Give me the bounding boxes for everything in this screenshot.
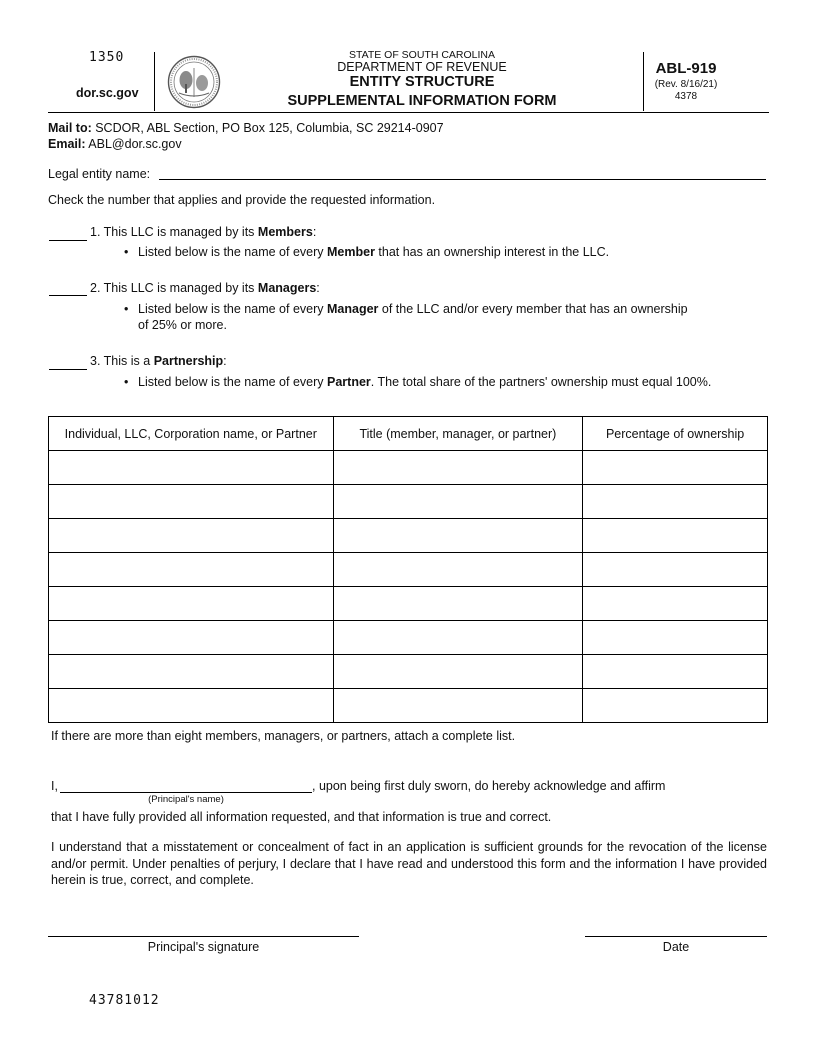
- percentage-cell[interactable]: [583, 689, 768, 723]
- name-cell[interactable]: [49, 451, 334, 485]
- principal-name-caption: (Principal's name): [148, 794, 224, 805]
- ownership-table: [48, 416, 768, 723]
- table-row: [49, 621, 768, 655]
- title-cell[interactable]: [333, 587, 583, 621]
- table-row: [49, 587, 768, 621]
- perjury-paragraph: I understand that a misstatement or concealment of fact in an application is sufficient grounds for the revocation of the license and/or permit. Under penalties of perjury, I declare that I have read and understood this form and the information I have provided herein is true, correct, and complete.: [51, 840, 767, 887]
- percentage-cell[interactable]: [583, 519, 768, 553]
- percentage-cell[interactable]: [583, 451, 768, 485]
- mail-to: [48, 121, 444, 135]
- title-cell[interactable]: [333, 485, 583, 519]
- name-cell[interactable]: [49, 519, 334, 553]
- principal-signature-label: Principal's signature: [147, 940, 260, 954]
- name-cell[interactable]: [49, 655, 334, 689]
- name-cell[interactable]: [49, 485, 334, 519]
- option-1-label: 1. This LLC is managed by its Members:: [90, 225, 317, 239]
- percentage-cell[interactable]: [583, 587, 768, 621]
- affirmation-suffix: , upon being first duly sworn, do hereby acknowledge and affirm: [312, 779, 666, 793]
- column-header-name: Individual, LLC, Corporation name, or Partner: [49, 417, 334, 451]
- option-3-check-blank[interactable]: [49, 369, 87, 370]
- name-cell[interactable]: [49, 587, 334, 621]
- legal-entity-name-label: Legal entity name:: [48, 167, 151, 181]
- name-cell[interactable]: [49, 621, 334, 655]
- principal-name-field[interactable]: [60, 792, 312, 793]
- table-row: [49, 689, 768, 723]
- mail-to-address: SCDOR, ABL Section, PO Box 125, Columbia, SC 29214-0907: [91, 121, 444, 135]
- affirmation-line2: that I have fully provided all information requested, and that information is true and correct.: [51, 810, 552, 824]
- title-cell[interactable]: [333, 689, 583, 723]
- form-code: 1350: [89, 50, 125, 65]
- form-number: ABL-919: [655, 60, 717, 77]
- option-1-check-blank[interactable]: [49, 240, 87, 241]
- table-note: If there are more than eight members, managers, or partners, attach a complete list.: [51, 729, 516, 743]
- website: dor.sc.gov: [76, 86, 139, 100]
- title-cell[interactable]: [333, 519, 583, 553]
- affirmation-prefix: I,: [51, 779, 58, 793]
- state-seal-icon: [167, 55, 221, 109]
- date-line[interactable]: [585, 936, 767, 937]
- table-row: [49, 553, 768, 587]
- header-bottom-rule: [48, 112, 769, 113]
- column-header-title: Title (member, manager, or partner): [333, 417, 583, 451]
- percentage-cell[interactable]: [583, 655, 768, 689]
- column-header-percentage: Percentage of ownership: [583, 417, 768, 451]
- option-3-label: 3. This is a Partnership:: [90, 354, 227, 368]
- department-name: DEPARTMENT OF REVENUE: [337, 60, 507, 74]
- percentage-cell[interactable]: [583, 621, 768, 655]
- date-label: Date: [662, 940, 690, 954]
- footer-code: 43781012: [89, 993, 160, 1008]
- table-header-row: [49, 417, 768, 451]
- option-2-bullet: • Listed below is the name of every Manager of the LLC and/or every member that has an ownership: [138, 302, 688, 316]
- name-cell[interactable]: [49, 553, 334, 587]
- email: [48, 137, 182, 151]
- name-cell[interactable]: [49, 689, 334, 723]
- table-row: [49, 451, 768, 485]
- percentage-cell[interactable]: [583, 553, 768, 587]
- principal-signature-line[interactable]: [48, 936, 359, 937]
- option-1-bullet: • Listed below is the name of every Member that has an ownership interest in the LLC.: [138, 245, 609, 259]
- title-cell[interactable]: [333, 451, 583, 485]
- option-2-check-blank[interactable]: [49, 295, 87, 296]
- percentage-cell[interactable]: [583, 485, 768, 519]
- header-divider-left: [154, 52, 155, 111]
- mail-to-label: Mail to:: [48, 121, 92, 135]
- instruction-text: Check the number that applies and provide the requested information.: [48, 193, 436, 207]
- title-cell[interactable]: [333, 655, 583, 689]
- title-cell[interactable]: [333, 621, 583, 655]
- form-sub-number: 4378: [674, 91, 698, 102]
- title-cell[interactable]: [333, 553, 583, 587]
- perjury-statement: [51, 839, 767, 889]
- table-row: [49, 655, 768, 689]
- option-3-bullet: • Listed below is the name of every Partner. The total share of the partners' ownership must equal 100%.: [138, 375, 711, 389]
- form-title-line1: ENTITY STRUCTURE: [349, 74, 495, 90]
- revision-date: (Rev. 8/16/21): [654, 79, 718, 90]
- option-2-label: 2. This LLC is managed by its Managers:: [90, 281, 320, 295]
- state-name: STATE OF SOUTH CAROLINA: [348, 49, 496, 61]
- option-2-bullet-line2: of 25% or more.: [138, 318, 227, 332]
- legal-entity-name-field[interactable]: [159, 179, 766, 180]
- table-row: [49, 485, 768, 519]
- form-title-line2: SUPPLEMENTAL INFORMATION FORM: [287, 93, 557, 109]
- table-row: [49, 519, 768, 553]
- email-label: Email:: [48, 137, 86, 151]
- email-address: ABL@dor.sc.gov: [85, 137, 182, 151]
